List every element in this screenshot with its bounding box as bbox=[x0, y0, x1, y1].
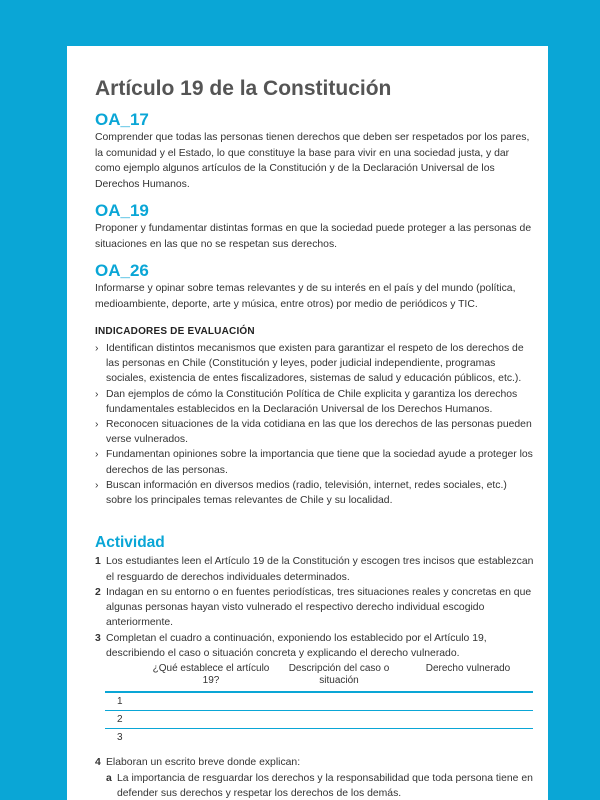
step-text: Los estudiantes leen el Artículo 19 de la Constitución y escogen tres incisos que establezcan el resguardo de derechos individuales determinados. bbox=[106, 556, 534, 583]
step-number: 2 bbox=[95, 586, 101, 598]
step-number: 3 bbox=[95, 632, 101, 644]
step-text: Elaboran un escrito breve donde explican: bbox=[106, 757, 301, 769]
objective-oa26 bbox=[95, 261, 534, 312]
chevron-right-icon: › bbox=[95, 479, 99, 491]
table-header-cell: Derecho vulnerado bbox=[425, 663, 511, 675]
indicator-item bbox=[95, 387, 534, 417]
indicator-item bbox=[95, 417, 534, 447]
indicator-text: Reconocen situaciones de la vida cotidiana en las que los derechos de las personas pueden verse vulnerados. bbox=[106, 419, 532, 446]
task-table bbox=[105, 663, 533, 747]
step-text: Completan el cuadro a continuación, exponiendo los establecido por el Artículo 19, describiendo el caso o situación concreta y explicando el derecho vulnerado. bbox=[106, 632, 487, 660]
table-header-cell: ¿Qué establece el artículo 19? bbox=[152, 663, 270, 687]
indicator-text: Buscan información en diversos medios (radio, televisión, internet, redes sociales, etc.) sobre los principales temas relevantes de Chile y su localidad. bbox=[106, 479, 507, 507]
activity-step bbox=[95, 631, 534, 662]
activity-substep bbox=[95, 771, 534, 800]
chevron-right-icon: › bbox=[95, 419, 99, 431]
indicator-item bbox=[95, 478, 534, 508]
activity-step bbox=[95, 755, 534, 770]
indicator-item bbox=[95, 447, 534, 477]
objective-text: Comprender que todas las personas tienen derechos que deben ser respetados por los pares, la comunidad y el Estado, lo que constituye la base para vivir en una sociedad justa, y dar como ejemplo algunos artículos de la Constitución y de la Declaración Universal de los Derechos Humanos. bbox=[95, 132, 530, 190]
page-title: Artículo 19 de la Constitución bbox=[95, 77, 392, 100]
activity-step bbox=[95, 585, 534, 631]
chevron-right-icon: › bbox=[95, 388, 99, 400]
substep-letter: a bbox=[106, 772, 112, 784]
chevron-right-icon: › bbox=[95, 343, 99, 354]
step-number: 1 bbox=[95, 556, 101, 568]
indicator-text: Identifican distintos mecanismos que existen para garantizar el respeto de los derechos de las personas en Chile (Constitución y leyes, poder judicial independiente, programas sociales, existencia de entes fiscalizadores, sistemas de salud y educación públicos, etc.). bbox=[106, 343, 524, 385]
objective-code: OA_17 bbox=[95, 110, 149, 129]
table-header bbox=[105, 663, 533, 693]
objective-code: OA_26 bbox=[95, 261, 149, 280]
indicator-item bbox=[95, 341, 534, 387]
objective-code: OA_19 bbox=[95, 201, 149, 220]
step-text: Indagan en su entorno o en fuentes periodísticas, tres situaciones reales y concretas en que algunas personas hayan visto vulnerado el respectivo derecho individual escogido anteriormente. bbox=[106, 586, 532, 629]
objective-oa19 bbox=[95, 201, 534, 252]
evaluation-indicators bbox=[95, 326, 534, 508]
indicator-text: Fundamentan opiniones sobre la importancia que tiene que la sociedad ayude a proteger los derechos de las personas. bbox=[106, 449, 533, 476]
substep-text: La importancia de resguardar los derechos y la responsabilidad que toda persona tiene en defender sus derechos y respetar los derechos de los demás. bbox=[117, 772, 533, 799]
objective-text: Proponer y fundamentar distintas formas en que la sociedad puede proteger a las personas de situaciones en las que no se respetan sus derechos. bbox=[95, 223, 532, 250]
indicators-heading: INDICADORES DE EVALUACIÓN bbox=[95, 326, 255, 337]
objective-oa17 bbox=[95, 110, 534, 192]
chevron-right-icon: › bbox=[95, 449, 99, 461]
table-row: 1 bbox=[105, 693, 533, 711]
table-header-blank bbox=[105, 663, 147, 689]
table-row: 2 bbox=[105, 711, 533, 729]
table-header-cell: Descripción del caso o situación bbox=[288, 663, 390, 687]
objective-text: Informarse y opinar sobre temas relevantes y de su interés en el país y del mundo (política, medioambiente, deporte, arte y música, entre otros) por medio de periódicos y TIC. bbox=[95, 283, 516, 310]
indicator-text: Dan ejemplos de cómo la Constitución Política de Chile explicita y garantiza los derechos fundamentales establecidos en la Declaración Universal de los Derechos Humanos. bbox=[106, 388, 518, 415]
activity-heading: Actividad bbox=[95, 534, 165, 552]
document-page bbox=[67, 46, 548, 800]
step-number: 4 bbox=[95, 757, 101, 769]
indicators-list bbox=[95, 341, 534, 508]
activity-section bbox=[95, 534, 534, 800]
activity-step bbox=[95, 554, 534, 585]
table-row: 3 bbox=[117, 732, 123, 744]
